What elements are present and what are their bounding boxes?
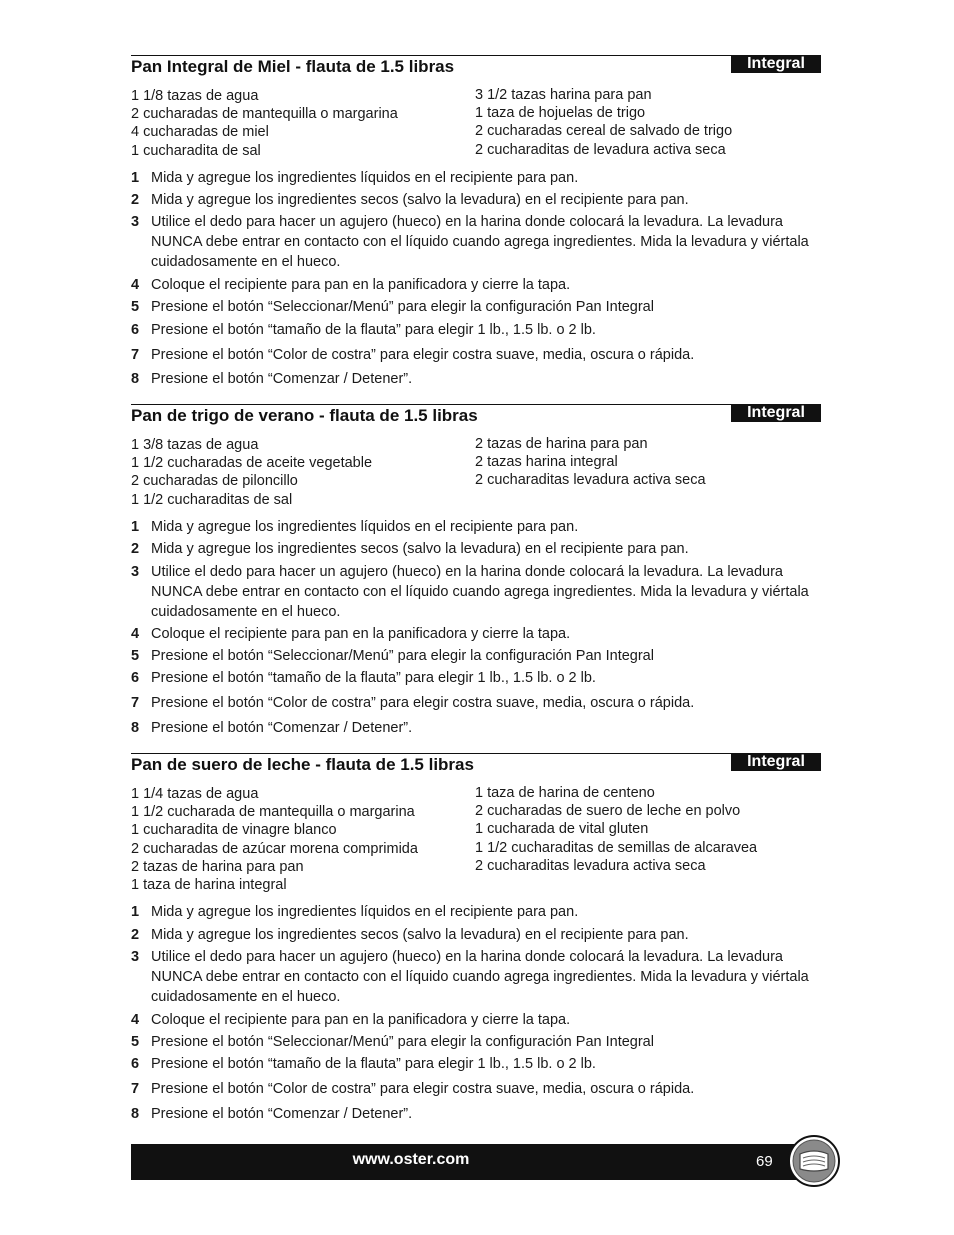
- step-text: Coloque el recipiente para pan en la panificadora y cierre la tapa.: [151, 1012, 571, 1028]
- ingredient: 4 cucharadas de miel: [131, 124, 269, 141]
- ingredients-right: [475, 86, 732, 159]
- step-number: 5: [131, 299, 140, 315]
- step-number: 3: [131, 564, 140, 580]
- step-number: 5: [131, 1034, 140, 1050]
- step-number: 6: [131, 1056, 140, 1072]
- step-text: Presione el botón “Seleccionar/Menú” para elegir la configuración Pan Integral: [151, 1034, 654, 1050]
- ingredient: 1 1/4 tazas de agua: [131, 786, 259, 802]
- step-number: 1: [131, 904, 140, 920]
- ingredient: 1 cucharada de vital gluten: [475, 821, 649, 838]
- bread-machine-icon: [788, 1135, 840, 1187]
- step-text: Mida y agregue los ingredientes secos (salvo la levadura) en el recipiente para pan.: [151, 541, 689, 557]
- website-url: www.oster.com: [352, 1151, 470, 1168]
- ingredients-right: [475, 435, 706, 490]
- step-number: 8: [131, 371, 140, 387]
- step-number: 6: [131, 670, 140, 686]
- ingredient: 1 1/8 tazas de agua: [131, 88, 259, 104]
- ingredients-left: [131, 87, 398, 160]
- step-text: Presione el botón “Seleccionar/Menú” para elegir la configuración Pan Integral: [151, 299, 654, 315]
- step-number: 2: [131, 192, 140, 208]
- ingredient: 2 cucharadas de azúcar morena comprimida: [131, 840, 418, 857]
- step-number: 4: [131, 1012, 140, 1028]
- section-rule: [131, 55, 821, 56]
- step-text: Presione el botón “Color de costra” para elegir costra suave, media, oscura o rápida.: [151, 347, 695, 363]
- ingredients-left: [131, 785, 418, 894]
- step-number: 4: [131, 277, 140, 293]
- category-badge: Integral: [731, 55, 821, 73]
- ingredient: 2 tazas de harina para pan: [131, 858, 304, 875]
- step-text: Presione el botón “Color de costra” para elegir costra suave, media, oscura o rápida.: [151, 1081, 695, 1097]
- step-number: 8: [131, 1106, 140, 1122]
- recipe-title: Pan de suero de leche - flauta de 1.5 libras: [131, 755, 474, 774]
- ingredient: 1 1/2 cucharadas de aceite vegetable: [131, 455, 373, 472]
- ingredients-left: [131, 436, 372, 509]
- ingredient: 2 tazas de harina para pan: [475, 436, 648, 452]
- step-text: Presione el botón “Color de costra” para elegir costra suave, media, oscura o rápida.: [151, 695, 695, 711]
- step-text: Mida y agregue los ingredientes líquidos en el recipiente para pan.: [151, 904, 579, 920]
- step-text: Mida y agregue los ingredientes secos (salvo la levadura) en el recipiente para pan.: [151, 192, 689, 208]
- step-text: Presione el botón “Comenzar / Detener”.: [151, 371, 413, 387]
- section-rule: [131, 404, 821, 405]
- step-text: Mida y agregue los ingredientes líquidos en el recipiente para pan.: [151, 170, 579, 186]
- category-badge: Integral: [731, 753, 821, 771]
- step-text: Presione el botón “tamaño de la flauta” para elegir 1 lb., 1.5 lb. o 2 lb.: [151, 670, 596, 686]
- ingredient: 1 cucharadita de vinagre blanco: [131, 822, 337, 839]
- ingredient: 2 cucharaditas de levadura activa seca: [475, 141, 726, 158]
- step-number: 7: [131, 347, 140, 363]
- ingredients-right: [475, 784, 757, 875]
- ingredient: 1 3/8 tazas de agua: [131, 437, 259, 453]
- step-text: Presione el botón “Comenzar / Detener”.: [151, 720, 413, 736]
- step-text: Coloque el recipiente para pan en la panificadora y cierre la tapa.: [151, 277, 571, 293]
- step-number: 2: [131, 927, 140, 943]
- recipe-title: Pan de trigo de verano - flauta de 1.5 libras: [131, 406, 478, 425]
- step-number: 3: [131, 214, 140, 230]
- step-number: 3: [131, 949, 140, 965]
- category-badge: Integral: [731, 404, 821, 422]
- section-rule: [131, 753, 821, 754]
- step-number: 4: [131, 626, 140, 642]
- step-text: Mida y agregue los ingredientes secos (salvo la levadura) en el recipiente para pan.: [151, 927, 689, 943]
- ingredient: 2 cucharadas de piloncillo: [131, 473, 298, 490]
- ingredient: 1 taza de harina de centeno: [475, 785, 655, 801]
- ingredient: 1 taza de hojuelas de trigo: [475, 105, 646, 122]
- ingredient: 2 cucharaditas levadura activa seca: [475, 472, 706, 489]
- step-text: Utilice el dedo para hacer un agujero (hueco) en la harina donde colocará la levadura. La levadura NUNCA debe entrar en contacto con el líquido cuando agrega ingredientes. Mida la levadura y viértala cuidadosamente en el hueco.: [151, 214, 809, 270]
- step-number: 2: [131, 541, 140, 557]
- step-text: Presione el botón “Comenzar / Detener”.: [151, 1106, 413, 1122]
- page-footer: [131, 1144, 821, 1180]
- ingredient: 3 1/2 tazas harina para pan: [475, 87, 652, 103]
- step-text: Presione el botón “tamaño de la flauta” para elegir 1 lb., 1.5 lb. o 2 lb.: [151, 322, 596, 338]
- step-number: 1: [131, 519, 140, 535]
- ingredient: 1 1/2 cucharaditas de semillas de alcaravea: [475, 839, 758, 856]
- recipe-title: Pan Integral de Miel - flauta de 1.5 libras: [131, 57, 455, 76]
- ingredient: 1 1/2 cucharada de mantequilla o margarina: [131, 804, 415, 821]
- step-number: 8: [131, 720, 140, 736]
- step-number: 7: [131, 695, 140, 711]
- page-number: 69: [756, 1153, 773, 1170]
- step-text: Utilice el dedo para hacer un agujero (hueco) en la harina donde colocará la levadura. La levadura NUNCA debe entrar en contacto con el líquido cuando agrega ingredientes. Mida la levadura y viértala cuidadosamente en el hueco.: [151, 564, 809, 620]
- step-text: Utilice el dedo para hacer un agujero (hueco) en la harina donde colocará la levadura. La levadura NUNCA debe entrar en contacto con el líquido cuando agrega ingredientes. Mida la levadura y viértala cuidadosamente en el hueco.: [151, 949, 809, 1005]
- ingredient: 1 taza de harina integral: [131, 877, 287, 894]
- ingredient: 1 1/2 cucharaditas de sal: [131, 491, 293, 508]
- ingredient: 2 tazas harina integral: [475, 454, 618, 471]
- step-number: 1: [131, 170, 140, 186]
- ingredient: 2 cucharadas cereal de salvado de trigo: [475, 123, 733, 140]
- step-number: 5: [131, 648, 140, 664]
- ingredient: 2 cucharadas de suero de leche en polvo: [475, 803, 741, 820]
- ingredient: 2 cucharaditas levadura activa seca: [475, 857, 706, 874]
- step-text: Mida y agregue los ingredientes líquidos en el recipiente para pan.: [151, 519, 579, 535]
- step-number: 6: [131, 322, 140, 338]
- step-number: 7: [131, 1081, 140, 1097]
- step-text: Coloque el recipiente para pan en la panificadora y cierre la tapa.: [151, 626, 571, 642]
- ingredient: 1 cucharadita de sal: [131, 142, 261, 159]
- step-text: Presione el botón “tamaño de la flauta” para elegir 1 lb., 1.5 lb. o 2 lb.: [151, 1056, 596, 1072]
- ingredient: 2 cucharadas de mantequilla o margarina: [131, 106, 398, 123]
- step-text: Presione el botón “Seleccionar/Menú” para elegir la configuración Pan Integral: [151, 648, 654, 664]
